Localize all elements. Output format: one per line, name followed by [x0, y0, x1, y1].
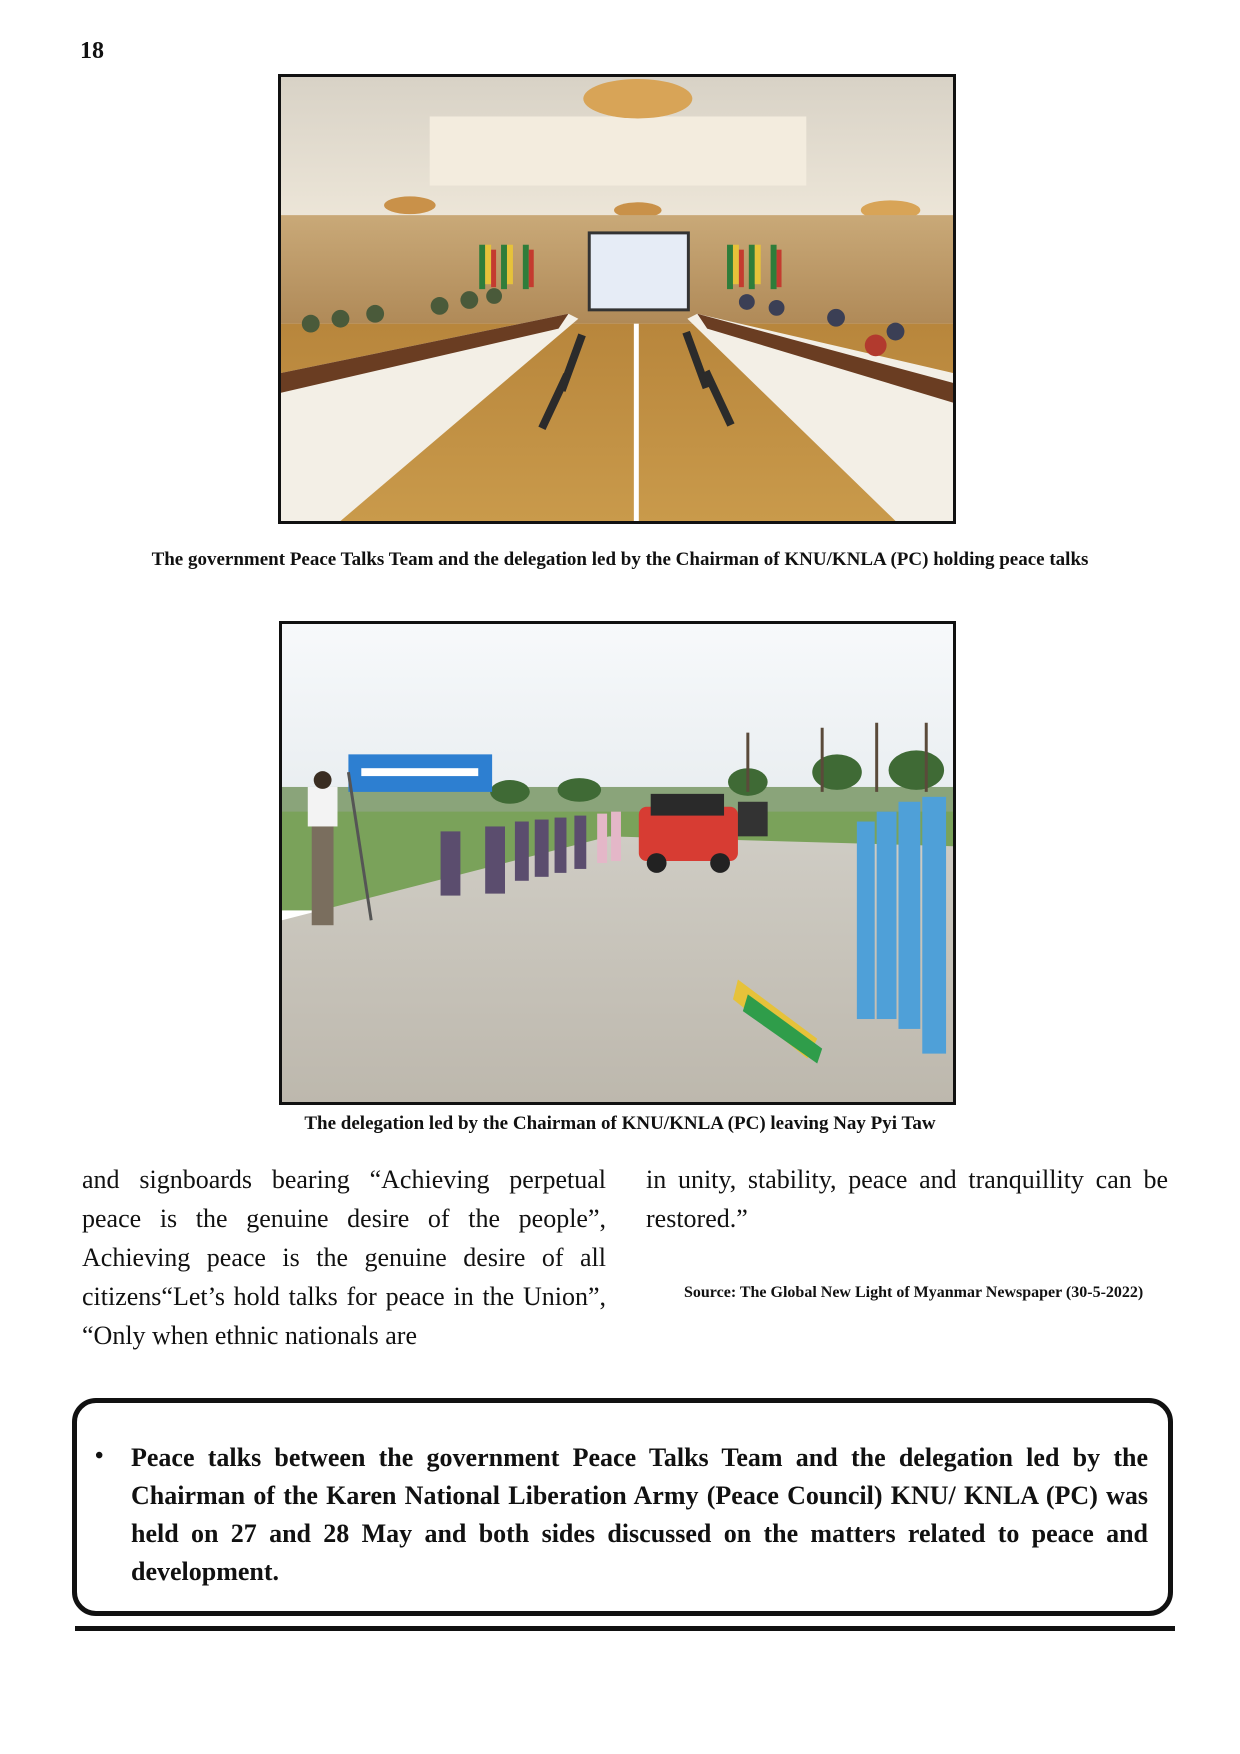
article-column-right: in unity, stability, peace and tranquillity can be restored.”: [646, 1165, 1168, 1233]
article-source: Source: The Global New Light of Myanmar Newspaper (30-5-2022): [684, 1284, 1144, 1301]
departure-illustration: [282, 624, 953, 1102]
departure-photo: [279, 621, 956, 1105]
article-column-left: and signboards bearing “Achieving perpetual peace is the genuine desire of the people”, Achieving peace is the genuine desire of all citizens“Let’s hold talks for peace in the Union”, “Only when ethnic nationals are: [82, 1165, 606, 1350]
meeting-room-photo: [278, 74, 956, 524]
meeting-room-illustration: [281, 77, 953, 521]
page-number: 18: [80, 38, 104, 64]
photo-caption-meeting: The government Peace Talks Team and the delegation led by the Chairman of KNU/KNLA (PC) holding peace talks: [151, 549, 1089, 570]
summary-text: Peace talks between the government Peace Talks Team and the delegation led by the Chairman of the Karen National Liberation Army (Peace Council) KNU/ KNLA (PC) was held on 27 and 28 May and both sides discussed on the matters related to peace and development.: [131, 1443, 1148, 1586]
bottom-rule: [75, 1626, 1175, 1631]
photo-caption-departure: The delegation led by the Chairman of KNU/KNLA (PC) leaving Nay Pyi Taw: [304, 1113, 936, 1134]
summary-box: [72, 1398, 1173, 1616]
bullet-icon: •: [95, 1443, 104, 1469]
